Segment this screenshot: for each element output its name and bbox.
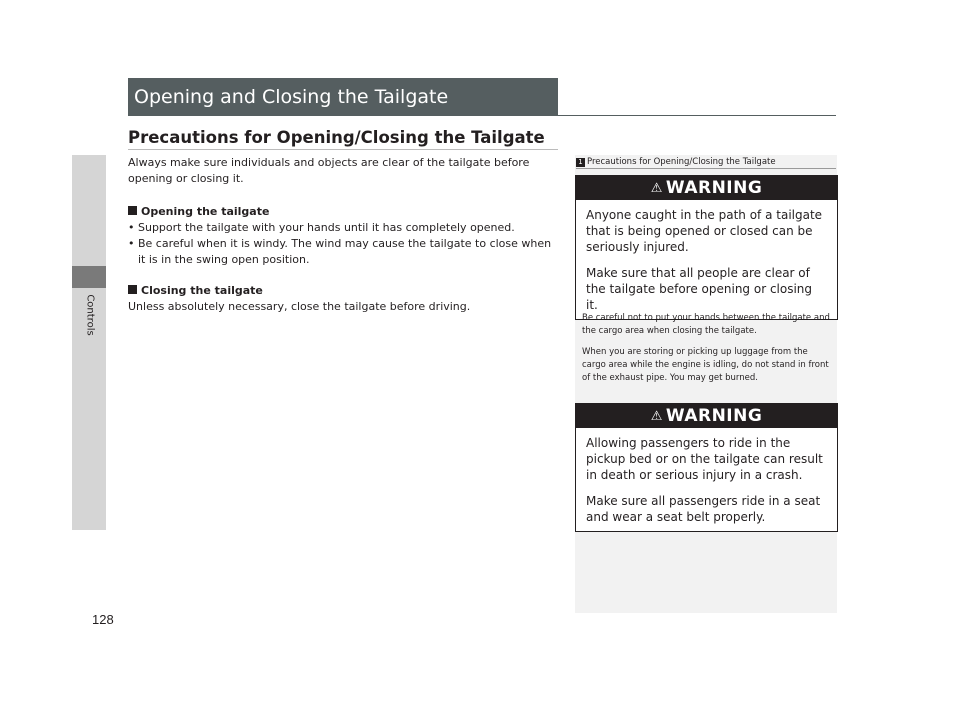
page-number: 128 <box>92 612 114 627</box>
section-tab <box>72 155 106 530</box>
reference-marker-icon: 1 <box>576 158 585 167</box>
page-title-bar <box>128 78 558 115</box>
subhead-opening: Opening the tailgate <box>128 204 558 220</box>
square-bullet-icon <box>128 206 137 215</box>
warning-body <box>576 428 837 531</box>
bullet-dot-icon: • <box>128 221 135 234</box>
list-item: • Be careful when it is windy. The wind may cause the tailgate to close when it is in the swing open position. <box>128 237 552 266</box>
page-title: Opening and Closing the Tailgate <box>134 86 449 108</box>
main-column <box>128 155 558 315</box>
warning-header: ⚠ WARNING <box>576 176 837 200</box>
note-paragraph: When you are storing or picking up luggage from the cargo area while the engine is idling, do not stand in front of the exhaust pipe. You may get burned. <box>582 347 829 383</box>
bullet-dot-icon: • <box>128 237 135 250</box>
heading-rule <box>128 149 558 150</box>
subhead-closing: Closing the tailgate <box>128 283 558 299</box>
warning-triangle-icon: ⚠ <box>650 181 663 196</box>
warning-box <box>575 175 838 320</box>
square-bullet-icon <box>128 285 137 294</box>
warning-triangle-icon: ⚠ <box>650 409 663 424</box>
note-paragraph: Be careful not to put your hands between the tailgate and the cargo area when closing the tailgate. <box>582 313 830 336</box>
warning-text: Allowing passengers to ride in the pickup bed or on the tailgate can result in death or serious injury in a crash. <box>586 436 823 482</box>
warning-text: Make sure all passengers ride in a seat and wear a seat belt properly. <box>586 494 821 524</box>
section-heading: Precautions for Opening/Closing the Tailgate <box>128 128 545 147</box>
section-tab-marker <box>72 266 106 288</box>
warning-body <box>576 200 837 319</box>
section-tab-label: Controls <box>84 294 96 336</box>
list-item: • Support the tailgate with your hands until it has completely opened. <box>128 221 515 234</box>
sidebar-ref-heading: 1 Precautions for Opening/Closing the Tailgate <box>576 157 776 167</box>
sidebar-rule <box>576 168 836 169</box>
sidebar-notes <box>582 312 832 393</box>
warning-text: Make sure that all people are clear of the tailgate before opening or closing it. <box>586 266 813 312</box>
closing-text: Unless absolutely necessary, close the tailgate before driving. <box>128 300 471 313</box>
warning-text: Anyone caught in the path of a tailgate that is being opened or closed can be seriously injured. <box>586 208 823 254</box>
title-rule <box>128 115 836 116</box>
warning-box <box>575 403 838 532</box>
intro-paragraph: Always make sure individuals and objects are clear of the tailgate before opening or closing it. <box>128 156 530 185</box>
warning-header: ⚠ WARNING <box>576 404 837 428</box>
